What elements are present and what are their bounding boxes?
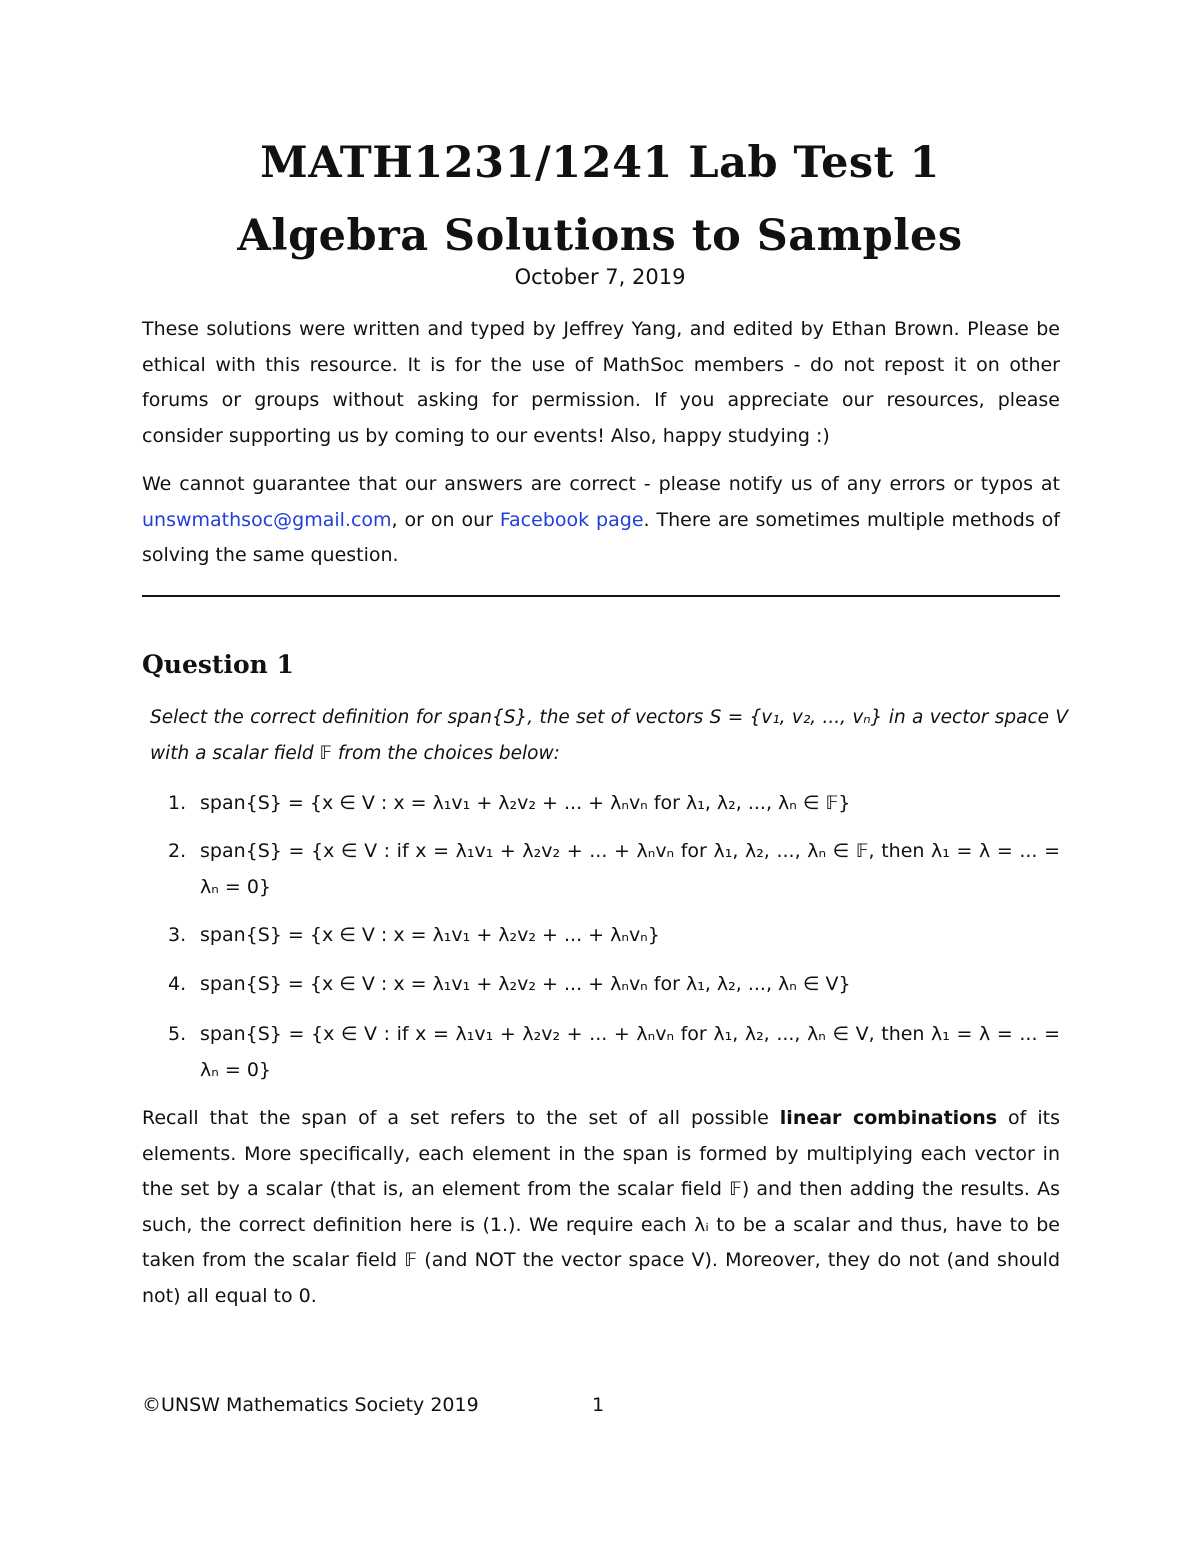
- answer-text-end: of its elements. More specifically, each element in the span is formed by multiplying each vector in the set by a scalar (that is, an element from the scalar field 𝔽) and then adding the results. As such, the correct definition here is (1.). We require each λᵢ to be a scalar and thus, have to be taken from the scalar field 𝔽 (and NOT the vector space V). Moreover, they do not (and should not) all equal to 0.: [142, 1107, 1060, 1307]
- answer-bold-term: linear combinations: [779, 1107, 998, 1129]
- option-text: span{S} = {x ∈ V : x = λ₁v₁ + λ₂v₂ + ... + λₙvₙ for λ₁, λ₂, ..., λₙ ∈ V}: [200, 973, 851, 995]
- disclaimer-text-start: We cannot guarantee that our answers are correct - please notify us of any errors or typos at: [142, 473, 1060, 495]
- horizontal-divider: [142, 595, 1060, 597]
- title-line-1: MATH1231/1241 Lab Test 1: [260, 138, 940, 188]
- option-text: span{S} = {x ∈ V : x = λ₁v₁ + λ₂v₂ + ... + λₙvₙ for λ₁, λ₂, ..., λₙ ∈ 𝔽}: [200, 792, 851, 814]
- title-line-2: Algebra Solutions to Samples: [237, 211, 963, 261]
- answer-paragraph: [142, 1101, 1060, 1314]
- option-number: 5.: [168, 1023, 187, 1045]
- option-number: 1.: [168, 792, 187, 814]
- option-text: span{S} = {x ∈ V : x = λ₁v₁ + λ₂v₂ + ... + λₙvₙ}: [200, 924, 660, 946]
- option-number: 3.: [168, 924, 187, 946]
- document-date: October 7, 2019: [514, 265, 686, 289]
- option-text: span{S} = {x ∈ V : if x = λ₁v₁ + λ₂v₂ + ... + λₙvₙ for λ₁, λ₂, ..., λₙ ∈ V, then λ₁ = λ = ... = λₙ = 0}: [200, 1023, 1060, 1081]
- question-heading: Question 1: [142, 650, 294, 679]
- question-prompt: Select the correct definition for span{S}, the set of vectors S = {v₁, v₂, ..., vₙ} in a vector space V with a scalar field 𝔽 from the choices below:: [150, 707, 1068, 764]
- footer-copyright: ©UNSW Mathematics Society 2019: [142, 1394, 479, 1416]
- disclaimer-text-middle: , or on our: [391, 508, 500, 531]
- option-number: 2.: [168, 840, 187, 862]
- option-text: span{S} = {x ∈ V : if x = λ₁v₁ + λ₂v₂ + ... + λₙvₙ for λ₁, λ₂, ..., λₙ ∈ 𝔽, then λ₁ = λ = ... = λₙ = 0}: [200, 840, 1060, 898]
- email-link[interactable]: unswmathsoc@gmail.com: [142, 508, 392, 531]
- answer-text-start: Recall that the span of a set refers to the set of all possible: [142, 1107, 780, 1129]
- intro-paragraph: These solutions were written and typed by Jeffrey Yang, and edited by Ethan Brown. Please be ethical with this resource. It is for the use of MathSoc members - do not repost it on other forums or groups without asking for permission. If you appreciate our resources, please consider supporting us by coming to our events! Also, happy studying :): [142, 318, 1060, 447]
- disclaimer-text-end: . There are sometimes multiple methods of solving the same question.: [142, 508, 1060, 566]
- disclaimer-paragraph: [142, 467, 1060, 574]
- option-number: 4.: [168, 973, 187, 995]
- page-number: 1: [592, 1394, 605, 1416]
- facebook-page-link[interactable]: Facebook page: [499, 508, 644, 531]
